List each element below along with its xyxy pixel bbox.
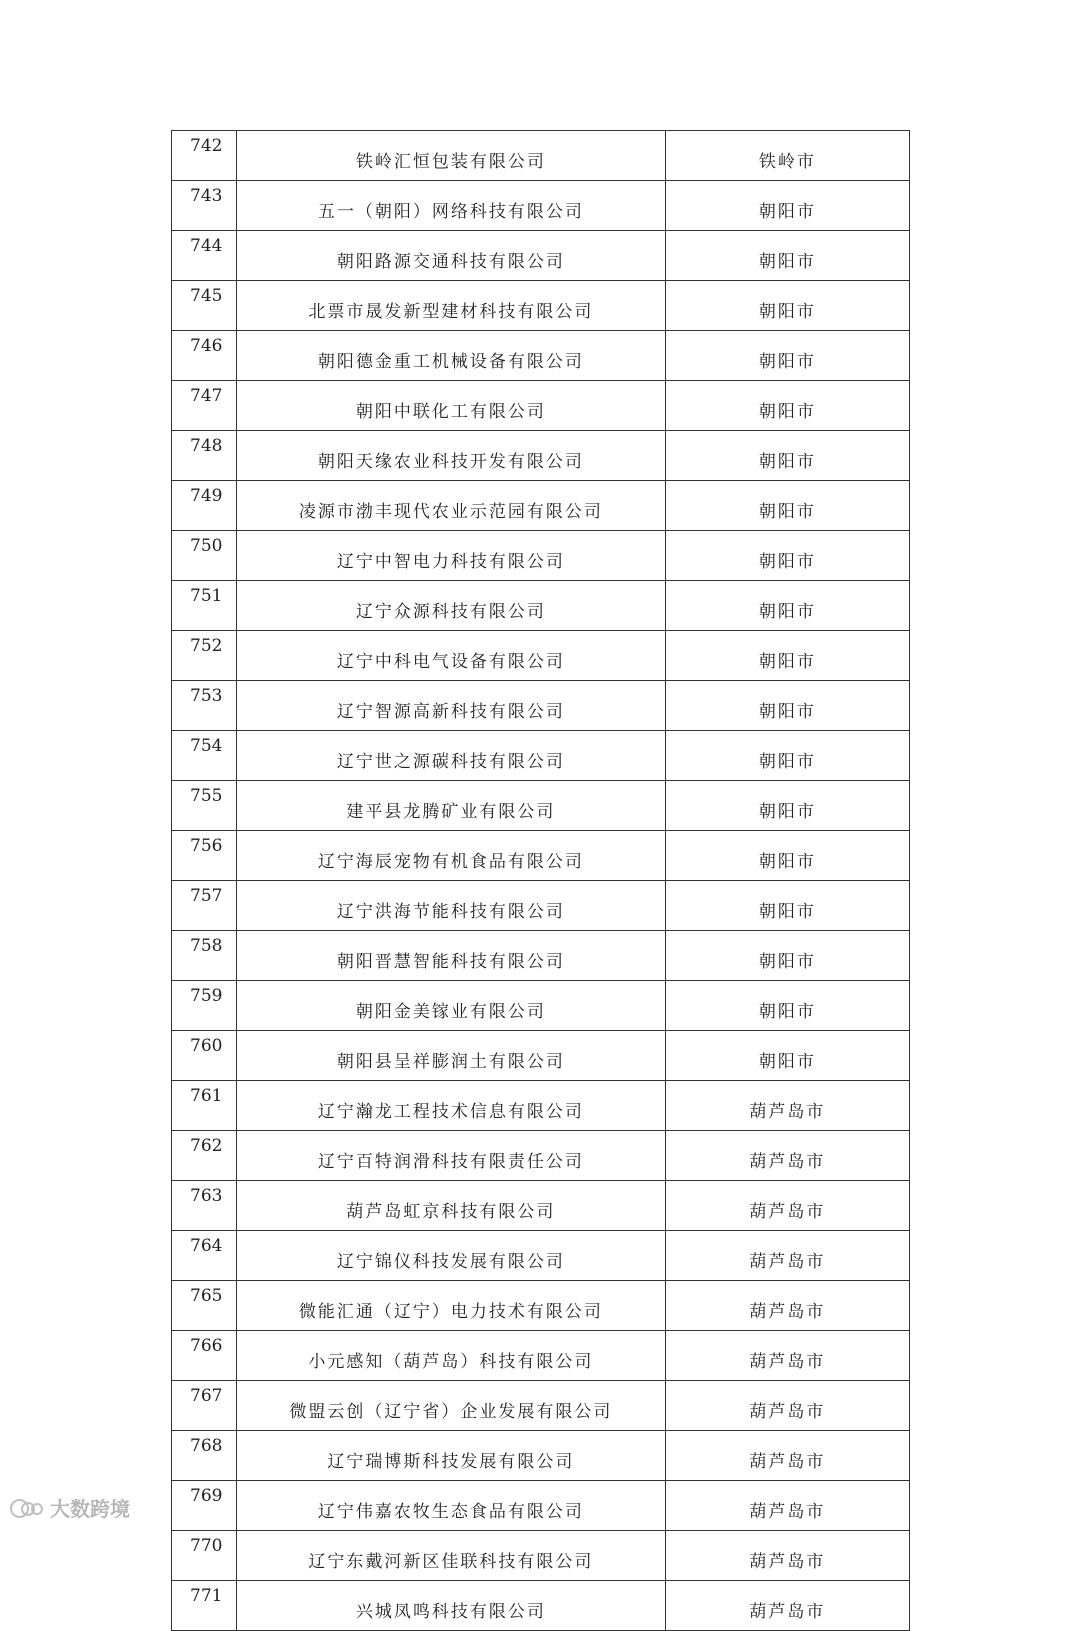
company-name: 辽宁锦仪科技发展有限公司	[237, 1231, 666, 1281]
row-number: 771	[172, 1581, 237, 1631]
company-name: 辽宁中科电气设备有限公司	[237, 631, 666, 681]
city-name: 朝阳市	[665, 631, 909, 681]
row-number: 767	[172, 1381, 237, 1431]
row-number: 747	[172, 381, 237, 431]
company-name: 辽宁瀚龙工程技术信息有限公司	[237, 1081, 666, 1131]
row-number: 755	[172, 781, 237, 831]
company-name: 微能汇通（辽宁）电力技术有限公司	[237, 1281, 666, 1331]
company-name: 辽宁众源科技有限公司	[237, 581, 666, 631]
city-name: 葫芦岛市	[665, 1231, 909, 1281]
city-name: 朝阳市	[665, 931, 909, 981]
row-number: 769	[172, 1481, 237, 1531]
table-row	[172, 381, 910, 431]
table-row	[172, 1181, 910, 1231]
company-name: 辽宁中智电力科技有限公司	[237, 531, 666, 581]
row-number: 758	[172, 931, 237, 981]
table-row	[172, 1431, 910, 1481]
table-row	[172, 1231, 910, 1281]
table-row	[172, 981, 910, 1031]
row-number: 744	[172, 231, 237, 281]
row-number: 746	[172, 331, 237, 381]
row-number: 759	[172, 981, 237, 1031]
city-name: 朝阳市	[665, 281, 909, 331]
watermark	[10, 1493, 130, 1522]
table-row	[172, 1531, 910, 1581]
city-name: 葫芦岛市	[665, 1081, 909, 1131]
table-row	[172, 231, 910, 281]
city-name: 葫芦岛市	[665, 1481, 909, 1531]
row-number: 760	[172, 1031, 237, 1081]
company-name: 葫芦岛虹京科技有限公司	[237, 1181, 666, 1231]
company-name: 辽宁伟嘉农牧生态食品有限公司	[237, 1481, 666, 1531]
company-name: 辽宁海辰宠物有机食品有限公司	[237, 831, 666, 881]
table-row	[172, 781, 910, 831]
company-name: 辽宁洪海节能科技有限公司	[237, 881, 666, 931]
city-name: 葫芦岛市	[665, 1331, 909, 1381]
city-name: 朝阳市	[665, 831, 909, 881]
company-name: 辽宁百特润滑科技有限责任公司	[237, 1131, 666, 1181]
row-number: 752	[172, 631, 237, 681]
table-row	[172, 631, 910, 681]
company-name: 辽宁智源高新科技有限公司	[237, 681, 666, 731]
city-name: 朝阳市	[665, 731, 909, 781]
company-name: 朝阳德金重工机械设备有限公司	[237, 331, 666, 381]
city-name: 葫芦岛市	[665, 1431, 909, 1481]
row-number: 757	[172, 881, 237, 931]
table-row	[172, 131, 910, 181]
company-list-table	[171, 130, 910, 1631]
table-row	[172, 881, 910, 931]
table-row	[172, 1031, 910, 1081]
company-name: 朝阳晋慧智能科技有限公司	[237, 931, 666, 981]
row-number: 749	[172, 481, 237, 531]
row-number: 764	[172, 1231, 237, 1281]
company-name: 辽宁东戴河新区佳联科技有限公司	[237, 1531, 666, 1581]
city-name: 葫芦岛市	[665, 1131, 909, 1181]
city-name: 朝阳市	[665, 581, 909, 631]
city-name: 朝阳市	[665, 381, 909, 431]
row-number: 743	[172, 181, 237, 231]
table-row	[172, 481, 910, 531]
row-number: 762	[172, 1131, 237, 1181]
row-number: 756	[172, 831, 237, 881]
city-name: 朝阳市	[665, 231, 909, 281]
city-name: 葫芦岛市	[665, 1531, 909, 1581]
table-row	[172, 1331, 910, 1381]
row-number: 763	[172, 1181, 237, 1231]
row-number: 748	[172, 431, 237, 481]
city-name: 朝阳市	[665, 531, 909, 581]
table-row	[172, 1131, 910, 1181]
company-name: 朝阳路源交通科技有限公司	[237, 231, 666, 281]
company-name: 五一（朝阳）网络科技有限公司	[237, 181, 666, 231]
company-name: 凌源市渤丰现代农业示范园有限公司	[237, 481, 666, 531]
table-row	[172, 1281, 910, 1331]
city-name: 葫芦岛市	[665, 1281, 909, 1331]
city-name: 朝阳市	[665, 1031, 909, 1081]
company-name: 铁岭汇恒包装有限公司	[237, 131, 666, 181]
city-name: 朝阳市	[665, 981, 909, 1031]
row-number: 751	[172, 581, 237, 631]
table-row	[172, 731, 910, 781]
row-number: 750	[172, 531, 237, 581]
company-name: 朝阳天缘农业科技开发有限公司	[237, 431, 666, 481]
company-name: 兴城凤鸣科技有限公司	[237, 1581, 666, 1631]
table-row	[172, 1381, 910, 1431]
city-name: 朝阳市	[665, 781, 909, 831]
city-name: 朝阳市	[665, 481, 909, 531]
city-name: 朝阳市	[665, 331, 909, 381]
row-number: 761	[172, 1081, 237, 1131]
row-number: 742	[172, 131, 237, 181]
table-body	[172, 131, 910, 1631]
table-row	[172, 681, 910, 731]
table-row	[172, 1581, 910, 1631]
company-name: 朝阳中联化工有限公司	[237, 381, 666, 431]
company-name: 微盟云创（辽宁省）企业发展有限公司	[237, 1381, 666, 1431]
table-row	[172, 181, 910, 231]
row-number: 765	[172, 1281, 237, 1331]
table-row	[172, 581, 910, 631]
table-row	[172, 331, 910, 381]
row-number: 753	[172, 681, 237, 731]
company-name: 北票市晟发新型建材科技有限公司	[237, 281, 666, 331]
table-row	[172, 831, 910, 881]
row-number: 770	[172, 1531, 237, 1581]
city-name: 朝阳市	[665, 181, 909, 231]
company-name: 朝阳金美镓业有限公司	[237, 981, 666, 1031]
brand-logo-icon	[10, 1497, 46, 1519]
table-row	[172, 1081, 910, 1131]
table-row	[172, 431, 910, 481]
table-row	[172, 1481, 910, 1531]
company-name: 建平县龙腾矿业有限公司	[237, 781, 666, 831]
row-number: 766	[172, 1331, 237, 1381]
city-name: 朝阳市	[665, 431, 909, 481]
row-number: 754	[172, 731, 237, 781]
city-name: 朝阳市	[665, 881, 909, 931]
city-name: 朝阳市	[665, 681, 909, 731]
company-name: 小元感知（葫芦岛）科技有限公司	[237, 1331, 666, 1381]
table-row	[172, 931, 910, 981]
table-row	[172, 281, 910, 331]
city-name: 葫芦岛市	[665, 1381, 909, 1431]
city-name: 葫芦岛市	[665, 1181, 909, 1231]
row-number: 745	[172, 281, 237, 331]
watermark-text: 大数跨境	[50, 1497, 130, 1521]
city-name: 铁岭市	[665, 131, 909, 181]
city-name: 葫芦岛市	[665, 1581, 909, 1631]
row-number: 768	[172, 1431, 237, 1481]
company-name: 朝阳县呈祥膨润土有限公司	[237, 1031, 666, 1081]
table-row	[172, 531, 910, 581]
company-name: 辽宁世之源碳科技有限公司	[237, 731, 666, 781]
company-name: 辽宁瑞博斯科技发展有限公司	[237, 1431, 666, 1481]
